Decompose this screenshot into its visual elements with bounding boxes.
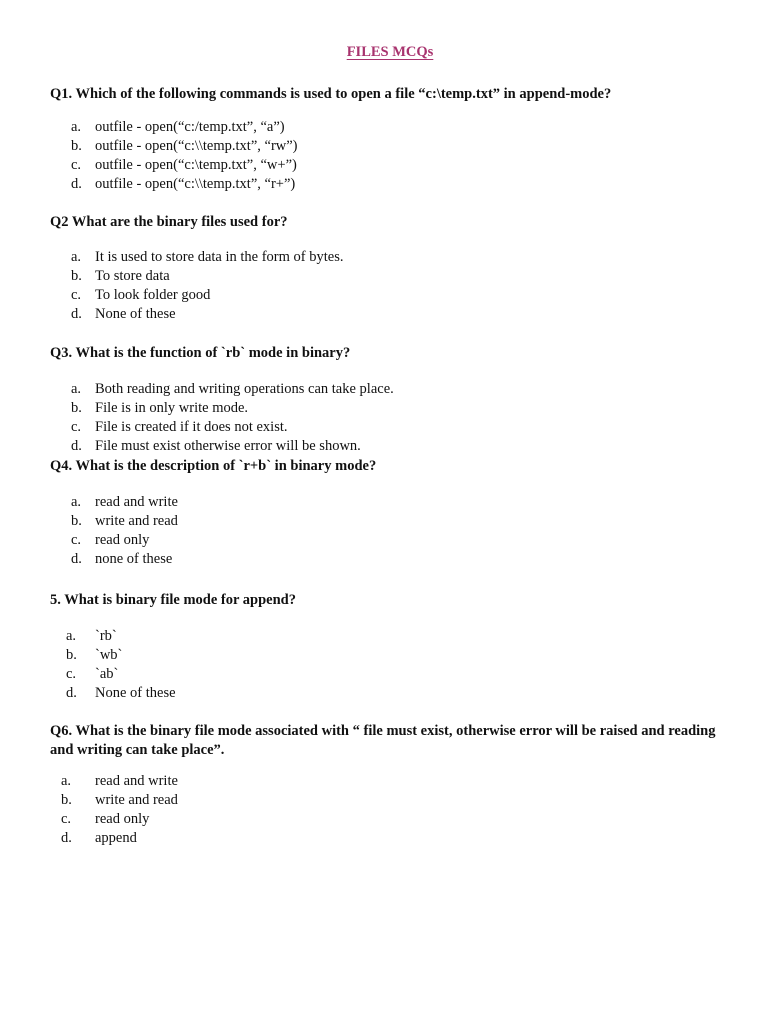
option-text: None of these <box>95 306 176 322</box>
option-text: outfile - open(“c:/temp.txt”, “a”) <box>95 119 285 135</box>
option-text: none of these <box>95 551 173 567</box>
option-text: File must exist otherwise error will be shown. <box>95 438 361 454</box>
option-letter: c. <box>61 811 72 827</box>
option-text: `wb` <box>95 647 123 663</box>
option-text: write and read <box>95 513 178 529</box>
option-text: File is in only write mode. <box>95 400 249 416</box>
option-text: outfile - open(“c:\\temp.txt”, “rw”) <box>95 138 298 154</box>
option-letter: a. <box>71 249 82 265</box>
question-4: Q4. What is the description of `r+b` in binary mode? <box>50 458 377 474</box>
question-6: Q6. What is the binary file mode associated with “ file must exist, otherwise error will be raised and reading and writing can take place”. <box>50 723 716 758</box>
option-letter: d. <box>71 551 82 567</box>
option-letter: b. <box>66 647 77 663</box>
option-text: outfile - open(“c:\\temp.txt”, “r+”) <box>95 176 296 192</box>
option-letter: a. <box>66 628 77 644</box>
option-letter: a. <box>71 494 82 510</box>
option-letter: a. <box>61 773 72 789</box>
option-letter: b. <box>61 792 72 808</box>
option-letter: b. <box>71 138 82 154</box>
option-letter: b. <box>71 400 82 416</box>
option-text: read and write <box>95 773 178 789</box>
option-text: File is created if it does not exist. <box>95 419 288 435</box>
option-letter: c. <box>71 287 82 303</box>
option-text: None of these <box>95 685 176 701</box>
option-text: append <box>95 830 137 846</box>
option-letter: b. <box>71 268 82 284</box>
option-letter: a. <box>71 119 82 135</box>
option-text: read only <box>95 532 150 548</box>
option-letter: d. <box>66 685 77 701</box>
option-letter: d. <box>61 830 72 846</box>
option-letter: a. <box>71 381 82 397</box>
option-letter: c. <box>71 532 82 548</box>
option-letter: b. <box>71 513 82 529</box>
option-letter: d. <box>71 176 82 192</box>
option-text: To look folder good <box>95 287 211 303</box>
option-letter: c. <box>66 666 77 682</box>
question-3: Q3. What is the function of `rb` mode in binary? <box>50 345 351 361</box>
question-5: 5. What is binary file mode for append? <box>50 592 296 608</box>
question-2: Q2 What are the binary files used for? <box>50 214 288 230</box>
option-letter: c. <box>71 157 82 173</box>
question-1: Q1. Which of the following commands is used to open a file “c:\temp.txt” in append-mode? <box>50 86 612 102</box>
option-text: outfile - open(“c:\temp.txt”, “w+”) <box>95 157 297 173</box>
option-text: read and write <box>95 494 178 510</box>
option-text: It is used to store data in the form of bytes. <box>95 249 344 265</box>
option-text: To store data <box>95 268 170 284</box>
option-text: `rb` <box>95 628 117 644</box>
option-text: write and read <box>95 792 178 808</box>
option-letter: c. <box>71 419 82 435</box>
option-text: `ab` <box>95 666 119 682</box>
option-letter: d. <box>71 438 82 454</box>
option-text: Both reading and writing operations can take place. <box>95 381 394 397</box>
document-title: FILES MCQs <box>346 44 434 60</box>
option-letter: d. <box>71 306 82 322</box>
option-text: read only <box>95 811 150 827</box>
